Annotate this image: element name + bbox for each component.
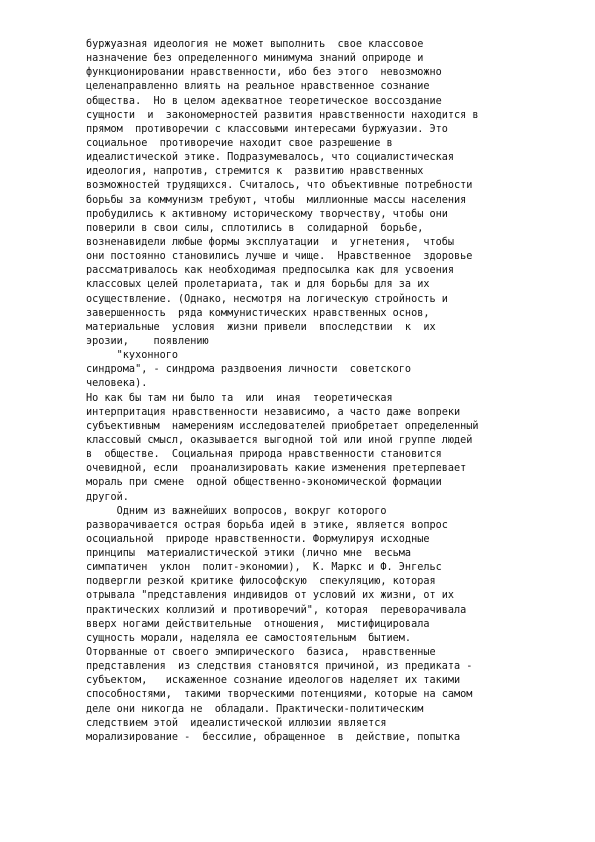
text-line: представления из следствия становятся причиной, из предиката - — [86, 661, 473, 673]
text-line: интерпритация нравственности независимо, а часто даже вопреки — [86, 406, 461, 418]
text-line: субъектом, искаженное сознание идеологов наделяет их такими — [86, 675, 461, 687]
text-line: морализирование - бессилие, обращенное в действие, попытка — [86, 731, 461, 743]
body-text — [86, 38, 566, 745]
text-line: очевидной, если проанализировать какие изменения претерпевает — [86, 463, 467, 475]
text-line: человека). — [86, 378, 148, 390]
text-line: отрывала "представления индивидов от условий их жизни, от их — [86, 590, 455, 602]
text-line: "кухонного — [86, 350, 179, 362]
text-line: синдрома", - синдрома раздвоения личности советского — [86, 364, 412, 376]
text-line: Но как бы там ни было та или иная теоретическая — [86, 392, 393, 404]
text-line: в обществе. Социальная природа нравственности становится — [86, 449, 442, 461]
text-line: классовых целей пролетариата, так и для борьбы для за их — [86, 279, 430, 291]
text-line: мораль при смене одной общественно-экономической формации — [86, 477, 442, 489]
text-line: поверили в свои силы, сплотились в солидарной борьбе, — [86, 222, 424, 234]
text-line: рассматривалось как необходимая предпосылка как для усвоения — [86, 265, 455, 277]
text-line: другой. — [86, 491, 129, 503]
text-line: деле они никогда не обладали. Практически-политическим — [86, 703, 424, 715]
text-line: осоциальной природе нравственности. Формулируя исходные — [86, 533, 430, 545]
text-line: принципы материалистической этики (лично мне весьма — [86, 548, 412, 560]
text-line: сущности и закономерностей развития нравственности находится в — [86, 109, 479, 121]
text-line: целенаправленно влиять на реальное нравственное сознание — [86, 81, 430, 93]
text-line: эрозии, появлению — [86, 335, 209, 347]
text-line: буржуазная идеология не может выполнить свое классовое — [86, 39, 424, 50]
text-line: осуществление. (Однако, несмотря на логическую стройность и — [86, 293, 448, 305]
text-line: пробудились к активному историческому творчеству, чтобы они — [86, 208, 448, 220]
text-line: борьбы за коммунизм требуют, чтобы миллионные массы населения — [86, 194, 467, 206]
text-line: субъективным намерениям исследователей приобретает определенный — [86, 420, 479, 432]
text-line: возненавидели любые формы эксплуатации и угнетения, чтобы — [86, 236, 455, 248]
text-line: социальное противоречие находит свое разрешение в — [86, 137, 393, 149]
text-line: сущность морали, наделяла ее самостоятельным бытием. — [86, 632, 412, 644]
text-line: Одним из важнейших вопросов, вокруг которого — [86, 505, 387, 517]
text-line: разворачивается острая борьба идей в этике, является вопрос — [86, 519, 448, 531]
text-line: назначение без определенного минимума знаний оприроде и — [86, 53, 424, 65]
text-line: Оторванные от своего эмпирического базиса, нравственные — [86, 647, 436, 659]
text-line: материальные условия жизни привели впоследствии к их — [86, 321, 436, 333]
text-line: идеология, напротив, стремится к развитию нравственных — [86, 166, 424, 178]
text-line: общества. Но в целом адекватное теоретическое воссоздание — [86, 95, 442, 107]
text-line: подвергли резкой критике философскую спекуляцию, которая — [86, 576, 436, 588]
text-line: прямом противоречии с классовыми интересами буржуазии. Это — [86, 123, 448, 135]
text-line: возможностей трудящихся. Считалось, что объективные потребности — [86, 180, 473, 192]
text-line: классовый смысл, оказывается выгодной той или иной группе людей — [86, 434, 473, 446]
text-line: способностями, такими творческими потенциями, которые на самом — [86, 689, 473, 701]
text-line: следствием этой идеалистической иллюзии является — [86, 717, 387, 729]
text-line: симпатичен уклон полит-экономии), К. Маркс и Ф. Энгельс — [86, 562, 442, 574]
text-line: идеалистической этике. Подразумевалось, что социалистическая — [86, 152, 455, 164]
text-line: вверх ногами действительные отношения, мистифицировала — [86, 618, 430, 630]
text-line: они постоянно становились лучше и чище. Нравственное здоровье — [86, 251, 473, 263]
text-line: практических коллизий и противоречий", которая переворачивала — [86, 604, 467, 616]
text-line: завершенность ряда коммунистических нравственных основ, — [86, 307, 430, 319]
text-line: функционировании нравственности, ибо без этого невозможно — [86, 67, 442, 79]
